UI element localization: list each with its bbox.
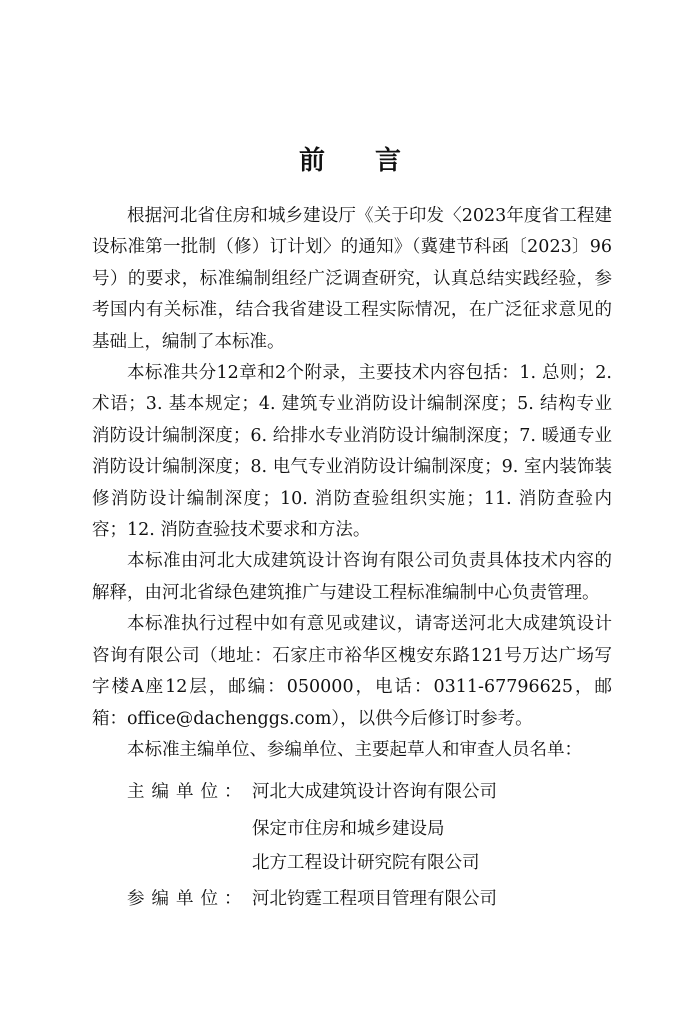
- chief-unit-name: 北方工程设计研究院有限公司: [252, 853, 480, 873]
- paragraph-contents: 本标准共分12章和2个附录，主要技术内容包括：1. 总则；2. 术语；3. 基本规定；4. 建筑专业消防设计编制深度；5. 结构专业消防设计编制深度；6. 给排水专业消防设计编制深度；7. 暖通专业消防设计编制深度；8. 电气专业消防设计编制深度；9. 室内装饰装修消防设计编制深度；10. 消防查验组织实施；11. 消防查验内容；12. 消防查验技术要求和方法。: [92, 363, 612, 541]
- preface-body: [92, 201, 612, 766]
- chief-unit-name: 河北大成建筑设计咨询有限公司: [252, 782, 497, 802]
- title-char-2: 言: [375, 146, 402, 176]
- paragraph-list-intro: 本标准主编单位、参编单位、主要起草人和审查人员名单：: [127, 739, 582, 760]
- participating-unit-name: 河北钧霆工程项目管理有限公司: [252, 889, 497, 909]
- paragraph-basis: 根据河北省住房和城乡建设厅《关于印发〈2023年度省工程建设标准第一批制（修）订计划〉的通知》（冀建节科函〔2023〕96号）的要求，标准编制组经广泛调查研究，认真总结实践经验，参考国内有关标准，结合我省建设工程实际情况，在广泛征求意见的基础上，编制了本标准。: [92, 206, 612, 352]
- page-title: [0, 140, 700, 177]
- participating-unit-row: [92, 885, 612, 915]
- participating-units-label: 参编单位: [127, 889, 225, 909]
- chief-unit-row: [92, 778, 612, 808]
- chief-unit-name: 保定市住房和城乡建设局: [252, 819, 445, 839]
- paragraph-feedback: 本标准执行过程中如有意见或建议，请寄送河北大成建筑设计咨询有限公司（地址：石家庄市裕华区槐安东路121号万达广场写字楼A座12层，邮编：050000，电话：0311-67796625，邮箱：office@dachenggs.com），以供今后修订时参考。: [92, 614, 612, 729]
- colon: ：: [224, 889, 242, 909]
- title-char-1: 前: [298, 146, 325, 176]
- colon: ：: [224, 782, 242, 802]
- chief-units-label: 主编单位: [127, 782, 225, 802]
- paragraph-interpretation: 本标准由河北大成建筑设计咨询有限公司负责具体技术内容的解释，由河北省绿色建筑推广与建设工程标准编制中心负责管理。: [92, 551, 612, 603]
- chief-unit-row: [92, 849, 612, 879]
- chief-unit-row: [92, 815, 612, 845]
